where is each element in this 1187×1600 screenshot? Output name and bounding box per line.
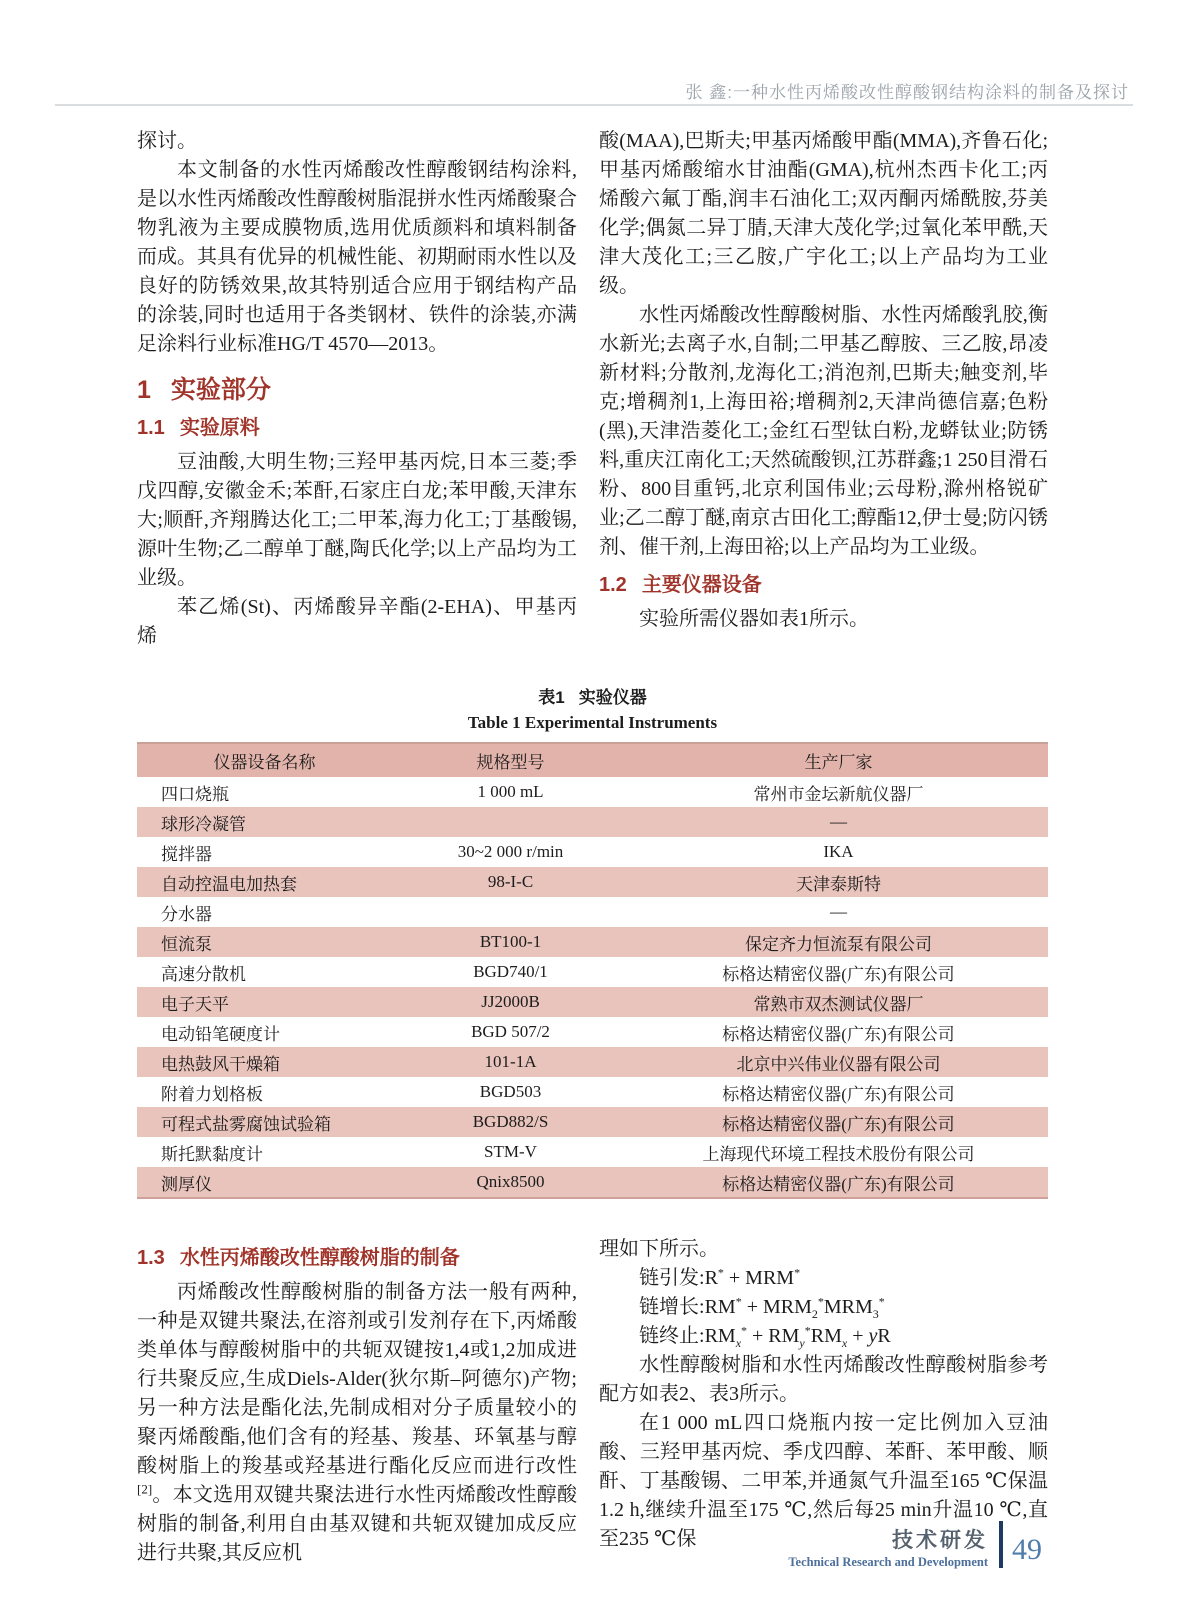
formula-token: RM (704, 1325, 736, 1347)
table-cell: 常州市金坛新航仪器厂 (753, 784, 924, 804)
formula-token: * (804, 1323, 811, 1338)
recipe-paragraph: 水性醇酸树脂和水性丙烯酸改性醇酸树脂参考配方如表2、表3所示。 (599, 1354, 1048, 1405)
formula-label: 链引发: (639, 1267, 705, 1289)
table-cell: JJ2000B (392, 987, 629, 1017)
right-column (599, 127, 1048, 651)
table-row (137, 897, 1048, 927)
formula-token: * (794, 1265, 801, 1280)
section-heading-1-1 (137, 415, 577, 441)
table-cell: 电子天平 (137, 987, 392, 1017)
paragraph-tail: 探讨。 (137, 130, 197, 152)
table-cell: 电动铅笔硬度计 (161, 1024, 280, 1044)
formula-token: 3 (872, 1307, 879, 1321)
table-cell: 101-1A (392, 1047, 629, 1077)
table-cell: STM-V (484, 1142, 537, 1161)
upper-columns (137, 127, 1048, 651)
section-title: 水性丙烯酸改性醇酸树脂的制备 (179, 1247, 460, 1269)
table-cell: 分水器 (161, 904, 212, 924)
formula-label: 链增长: (639, 1296, 705, 1318)
table-cell: 1 000 mL (477, 782, 544, 801)
table-cell: Qnix8500 (392, 1167, 629, 1198)
table-cell: 上海现代环境工程技术股份有限公司 (702, 1144, 975, 1164)
header-divider (55, 104, 1133, 106)
table-row (137, 1077, 1048, 1107)
formula-token: * (741, 1323, 748, 1338)
section-heading-1 (137, 375, 577, 405)
table-cell: BGD503 (479, 1082, 542, 1101)
formula-token: + MRM (723, 1267, 795, 1289)
footer-text (788, 1529, 988, 1568)
footer-section-zh: 技术研发 (892, 1529, 988, 1553)
table-cell: 标格达精密仪器(广东)有限公司 (629, 1107, 1048, 1137)
table-cell: BT100-1 (392, 927, 629, 957)
column-header-name: 仪器设备名称 (137, 743, 392, 777)
table-row (137, 1167, 1048, 1198)
table-cell: — (629, 807, 1048, 837)
page-footer (788, 1521, 1042, 1568)
page-number: 49 (1012, 1533, 1042, 1566)
formula-token: + (847, 1325, 869, 1347)
table-cell: 标格达精密仪器(广东)有限公司 (629, 1167, 1048, 1198)
lower-columns (137, 1235, 1048, 1568)
left-column (137, 127, 577, 651)
paragraph-text: 。本文选用双键共聚法进行水性丙烯酸改性醇酸树脂的制备,利用自由基双键和共轭双键加成反应进行共聚,其反应机 (137, 1484, 577, 1564)
citation-ref: [2] (137, 1481, 153, 1497)
table-body (137, 777, 1048, 1198)
table-cell: 标格达精密仪器(广东)有限公司 (722, 964, 955, 984)
table-cell (392, 897, 629, 927)
running-title: 张 鑫:一种水性丙烯酸改性醇酸钢结构涂料的制备及探讨 (685, 83, 1129, 102)
table-cell: 标格达精密仪器(广东)有限公司 (722, 1084, 955, 1104)
left-column-bottom (137, 1235, 577, 1568)
table-cell: — (829, 902, 847, 921)
table-cell: 附着力划格板 (161, 1084, 263, 1104)
formula-token: + MRM (741, 1296, 812, 1318)
table-cell: BGD882/S (392, 1107, 629, 1137)
section-title: 实验部分 (170, 376, 271, 404)
table-cell: IKA (823, 842, 854, 861)
table-cell (392, 807, 629, 837)
table1-caption-title: 实验仪器 (578, 688, 647, 707)
table-cell: 北京中兴伟业仪器有限公司 (629, 1047, 1048, 1077)
formula-token: + RM (747, 1325, 800, 1347)
table-row (137, 1017, 1048, 1047)
table-head (137, 743, 1048, 777)
paragraph-text: 丙烯酸改性醇酸树脂的制备方法一般有两种,一种是双键共聚法,在溶剂或引发剂存在下,丙烯酸类单体与醇酸树脂中的共轭双键按1,4或1,2加成进行共聚反应,生成Diels-Alder(狄尔斯–阿德尔)产物;另一种方法是酯化法,先制成相对分子质量较小的聚丙烯酸酯,他们含有的羟基、羧基、环氧基与醇酸树脂上的羧基或羟基进行酯化反应而进行改性 (137, 1281, 577, 1477)
formula-token: x (735, 1336, 742, 1350)
table-row (137, 987, 1048, 1017)
table-cell: 四口烧瓶 (161, 784, 229, 804)
materials-paragraph-1: 豆油酸,大明生物;三羟甲基丙烷,日本三菱;季戊四醇,安徽金禾;苯酐,石家庄白龙;苯甲酸,天津东大;顺酐,齐翔腾达化工;二甲苯,海力化工;丁基酸锡,源叶生物;乙二醇单丁醚,陶氏化学;以上产品均为工业级。 (137, 451, 577, 589)
table-cell: 高速分散机 (161, 964, 246, 984)
materials-paragraph-2: 苯乙烯(St)、丙烯酸异辛酯(2-EHA)、甲基丙烯 (137, 596, 577, 647)
table-cell: 测厚仪 (137, 1167, 392, 1198)
table-cell: 标格达精密仪器(广东)有限公司 (722, 1024, 955, 1044)
formula-token: * (878, 1294, 885, 1309)
procedure-paragraph: 在1 000 mL四口烧瓶内按一定比例加入豆油酸、三羟甲基丙烷、季戊四醇、苯酐、苯甲酸、顺酐、丁基酸锡、二甲苯,并通氮气升温至165 ℃保温1.2 h,继续升温至175 ℃,然后每25 min升温10 ℃,直至235 ℃保 (599, 1412, 1048, 1550)
formula-initiation (599, 1264, 1048, 1293)
right-column-bottom (599, 1235, 1048, 1568)
table-cell: BGD740/1 (473, 962, 548, 981)
table-cell: 斯托默黏度计 (161, 1144, 263, 1164)
monomers-paragraph: 酸(MAA),巴斯夫;甲基丙烯酸甲酯(MMA),齐鲁石化;甲基丙烯酸缩水甘油酯(GMA),杭州杰西卡化工;丙烯酸六氟丁酯,润丰石油化工;双丙酮丙烯酰胺,芬美化学;偶氮二异丁腈,天津大茂化学;过氧化苯甲酰,天津大茂化工;三乙胺,广宇化工;以上产品均为工业级。 (599, 130, 1048, 297)
formula-token: y (799, 1336, 805, 1350)
formula-label: 链终止: (639, 1325, 705, 1347)
table-note-paragraph: 实验所需仪器如表1所示。 (639, 608, 869, 630)
table-cell: 搅拌器 (161, 844, 212, 864)
section-number: 1.3 (137, 1247, 165, 1269)
table1-caption-label: 表1 (538, 688, 565, 707)
footer-divider-bar (999, 1521, 1003, 1568)
instruments-table (137, 742, 1048, 1199)
table-row (137, 837, 1048, 867)
formula-token: RM (810, 1325, 842, 1347)
table-cell: 30~2 000 r/min (457, 842, 564, 861)
section-title: 主要仪器设备 (641, 574, 762, 596)
table-cell: 自动控温电加热套 (137, 867, 392, 897)
table-cell: 保定齐力恒流泵有限公司 (629, 927, 1048, 957)
table-cell: 可程式盐雾腐蚀试验箱 (137, 1107, 392, 1137)
formula-propagation (599, 1293, 1048, 1322)
table-cell: 天津泰斯特 (629, 867, 1048, 897)
table-header-row (137, 743, 1048, 777)
table-row (137, 927, 1048, 957)
page-content (137, 127, 1048, 1568)
section-number: 1.1 (137, 417, 165, 439)
table-row (137, 807, 1048, 837)
table-cell: 98-I-C (392, 867, 629, 897)
formula-token: RM (704, 1296, 736, 1318)
formula-token: MRM (823, 1296, 873, 1318)
section-number: 1.2 (599, 574, 627, 596)
formula-token: * (717, 1265, 724, 1280)
preparation-paragraph (137, 1278, 577, 1568)
table1-block (137, 683, 1048, 1199)
table-row (137, 1047, 1048, 1077)
table-cell: 恒流泵 (137, 927, 392, 957)
table-cell: BGD 507/2 (471, 1022, 550, 1041)
table-row (137, 777, 1048, 807)
section-title: 实验原料 (179, 417, 260, 439)
column-header-spec: 规格型号 (392, 743, 629, 777)
intro-paragraph: 本文制备的水性丙烯酸改性醇酸钢结构涂料,是以水性丙烯酸改性醇酸树脂混拼水性丙烯酸聚合物乳液为主要成膜物质,选用优质颜料和填料制备而成。其具有优异的机械性能、初期耐雨水性以及良好的防锈效果,故其特别适合应用于钢结构产品的涂装,同时也适用于各类钢材、铁件的涂装,亦满足涂料行业标准HG/T 4570—2013。 (137, 159, 577, 355)
table-cell: 电热鼓风干燥箱 (137, 1047, 392, 1077)
formula-token: * (735, 1294, 742, 1309)
formula-termination (599, 1322, 1048, 1351)
formula-token: R (877, 1325, 891, 1347)
formula-token: 2 (811, 1307, 818, 1321)
mechanism-intro-paragraph: 理如下所示。 (599, 1238, 719, 1260)
table1-caption-zh (137, 683, 1048, 708)
column-header-maker: 生产厂家 (629, 743, 1048, 777)
table-row (137, 957, 1048, 987)
formula-token: R (704, 1267, 718, 1289)
section-heading-1-3 (137, 1245, 577, 1271)
footer-section-en: Technical Research and Development (788, 1554, 988, 1569)
table-cell: 常熟市双杰测试仪器厂 (629, 987, 1048, 1017)
table-row (137, 1137, 1048, 1167)
formula-token: y (868, 1325, 878, 1347)
table-cell: 球形冷凝管 (137, 807, 392, 837)
formula-token: * (817, 1294, 824, 1309)
table-row (137, 867, 1048, 897)
section-number: 1 (137, 376, 151, 404)
materials-paragraph-3: 水性丙烯酸改性醇酸树脂、水性丙烯酸乳胶,衡水新光;去离子水,自制;二甲基乙醇胺、三乙胺,昂凌新材料;分散剂,龙海化工;消泡剂,巴斯夫;触变剂,毕克;增稠剂1,上海田裕;增稠剂2,天津尚德信嘉;色粉(黑),天津浩菱化工;金红石型钛白粉,龙蟒钛业;防锈料,重庆江南化工;天然硫酸钡,江苏群鑫;1 250目滑石粉、800目重钙,北京利国伟业;云母粉,滁州格锐矿业;乙二醇丁醚,南京古田化工;醇酯12,伊士曼;防闪锈剂、催干剂,上海田裕;以上产品均为工业级。 (599, 304, 1048, 558)
formula-token: x (841, 1336, 848, 1350)
table-row (137, 1107, 1048, 1137)
table1-caption-en: Table 1 Experimental Instruments (467, 713, 718, 732)
section-heading-1-2 (599, 572, 1048, 598)
